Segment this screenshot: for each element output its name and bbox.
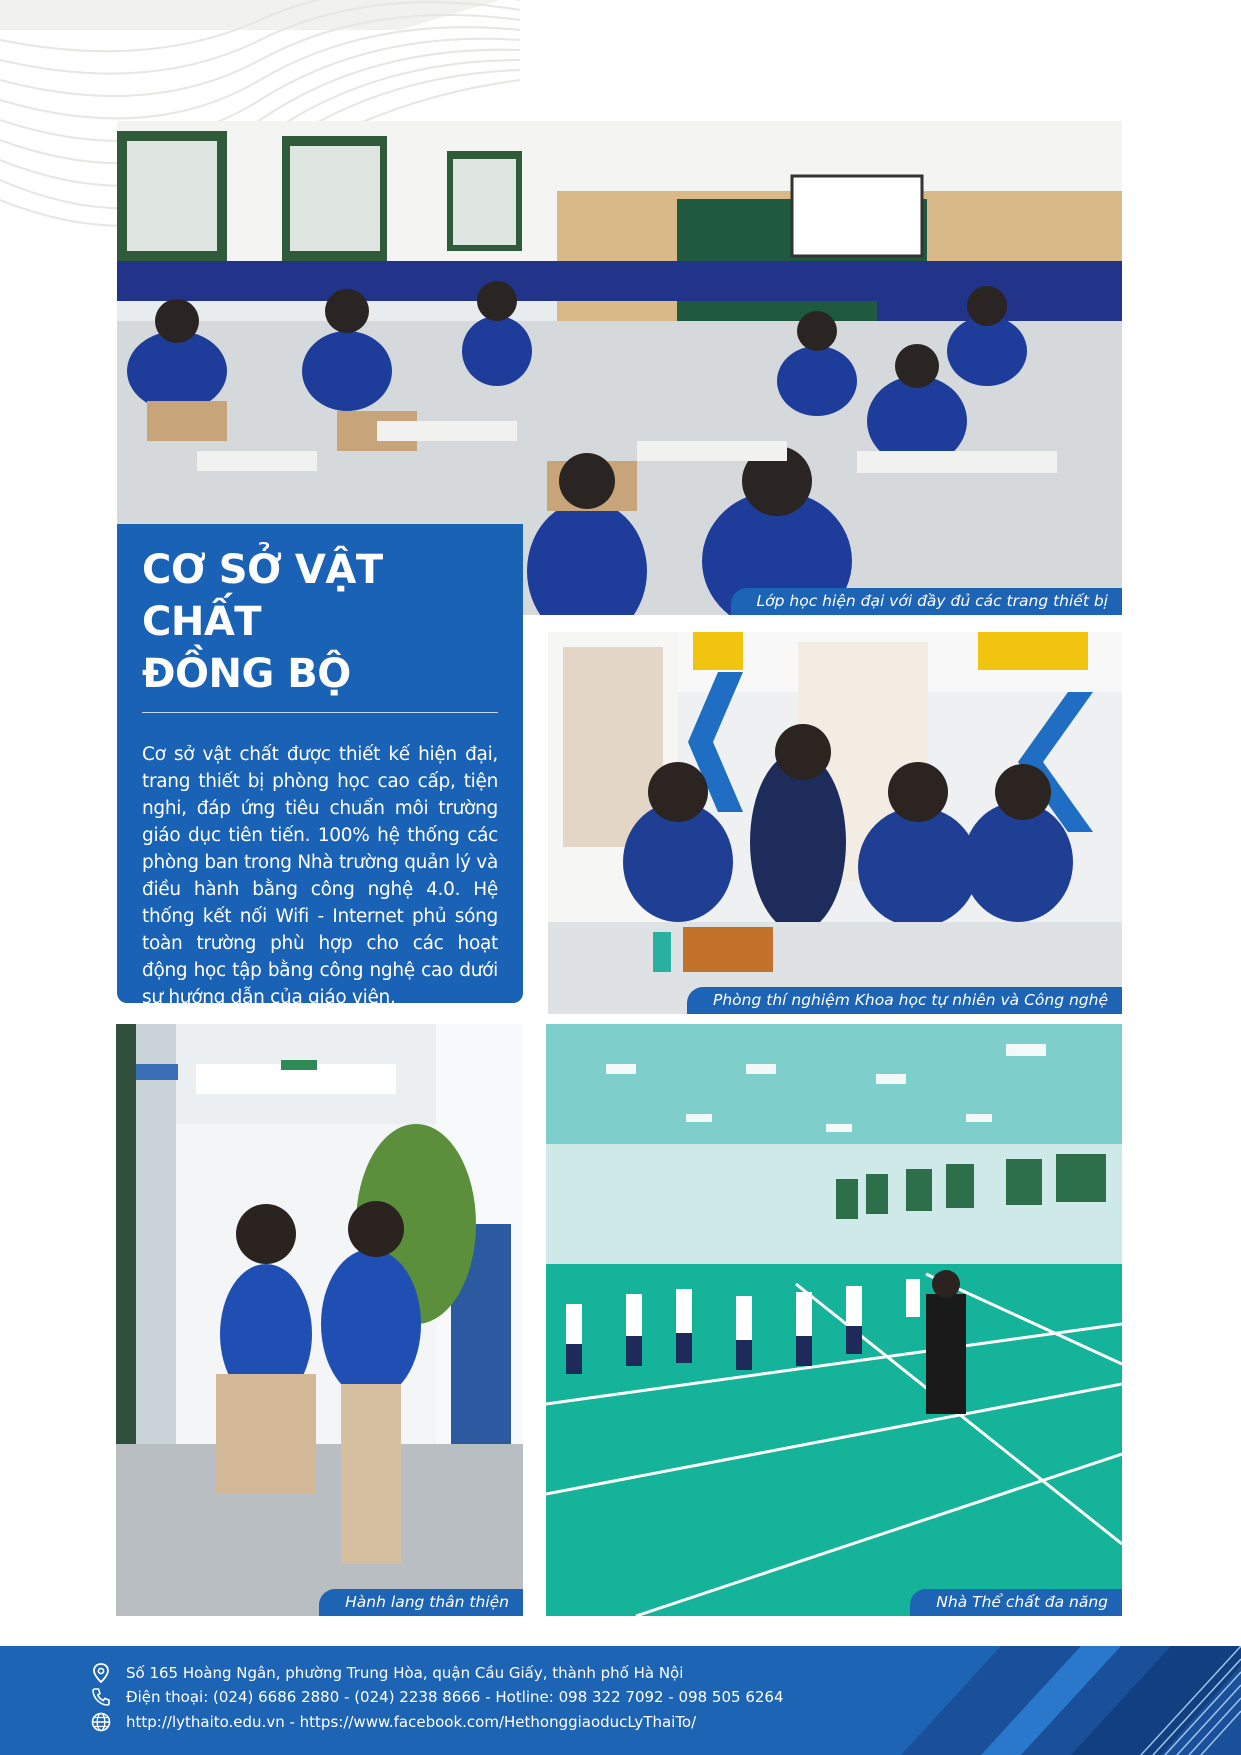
section-body: Cơ sở vật chất được thiết kế hiện đại, trang thiết bị phòng học cao cấp, tiện nghi, đáp ứng tiêu chuẩn môi trường giáo dục tiên tiến. 100% hệ thống các phòng ban trong Nhà trường quản lý và điều hành bằng công nghệ 4.0. Hệ thống kết nối Wifi - Internet phủ sóng toàn trường phù hợp cho các hoạt động học tập bằng công nghệ cao dưới sự hướng dẫn của giáo viên.	[142, 744, 498, 1008]
footer-web-links[interactable]: http://lythaito.edu.vn - https://www.facebook.com/HethonggiaoducLyThaiTo/	[126, 1713, 697, 1731]
classroom-caption: Lớp học hiện đại với đầy đủ các trang thiết bị	[731, 588, 1122, 616]
hallway-photo	[116, 1024, 523, 1616]
location-pin-icon	[90, 1662, 112, 1684]
lab-photo	[548, 632, 1122, 1014]
globe-icon	[90, 1711, 112, 1733]
heading-line-2: ĐỒNG BỘ	[142, 651, 351, 697]
contact-footer	[0, 1646, 1241, 1755]
gym-photo	[546, 1024, 1122, 1616]
section-heading	[142, 544, 498, 700]
footer-stripe-decoration	[781, 1646, 1241, 1755]
footer-web-row	[90, 1711, 696, 1733]
footer-phone-row	[90, 1686, 784, 1708]
gym-caption: Nhà Thể chất đa năng	[910, 1589, 1122, 1617]
hallway-caption: Hành lang thân thiện	[319, 1589, 523, 1617]
footer-phone: Điện thoại: (024) 6686 2880 - (024) 2238 8666 - Hotline: 098 322 7092 - 098 505 6264	[126, 1688, 784, 1706]
footer-address-row	[90, 1662, 683, 1684]
lab-caption: Phòng thí nghiệm Khoa học tự nhiên và Công nghệ	[687, 987, 1122, 1015]
heading-line-1: CƠ SỞ VẬT CHẤT	[142, 547, 383, 645]
facilities-text-panel	[117, 524, 523, 1008]
footer-address: Số 165 Hoàng Ngân, phường Trung Hòa, quận Cầu Giấy, thành phố Hà Nội	[126, 1664, 684, 1682]
heading-divider	[142, 712, 498, 713]
phone-icon	[90, 1686, 112, 1708]
